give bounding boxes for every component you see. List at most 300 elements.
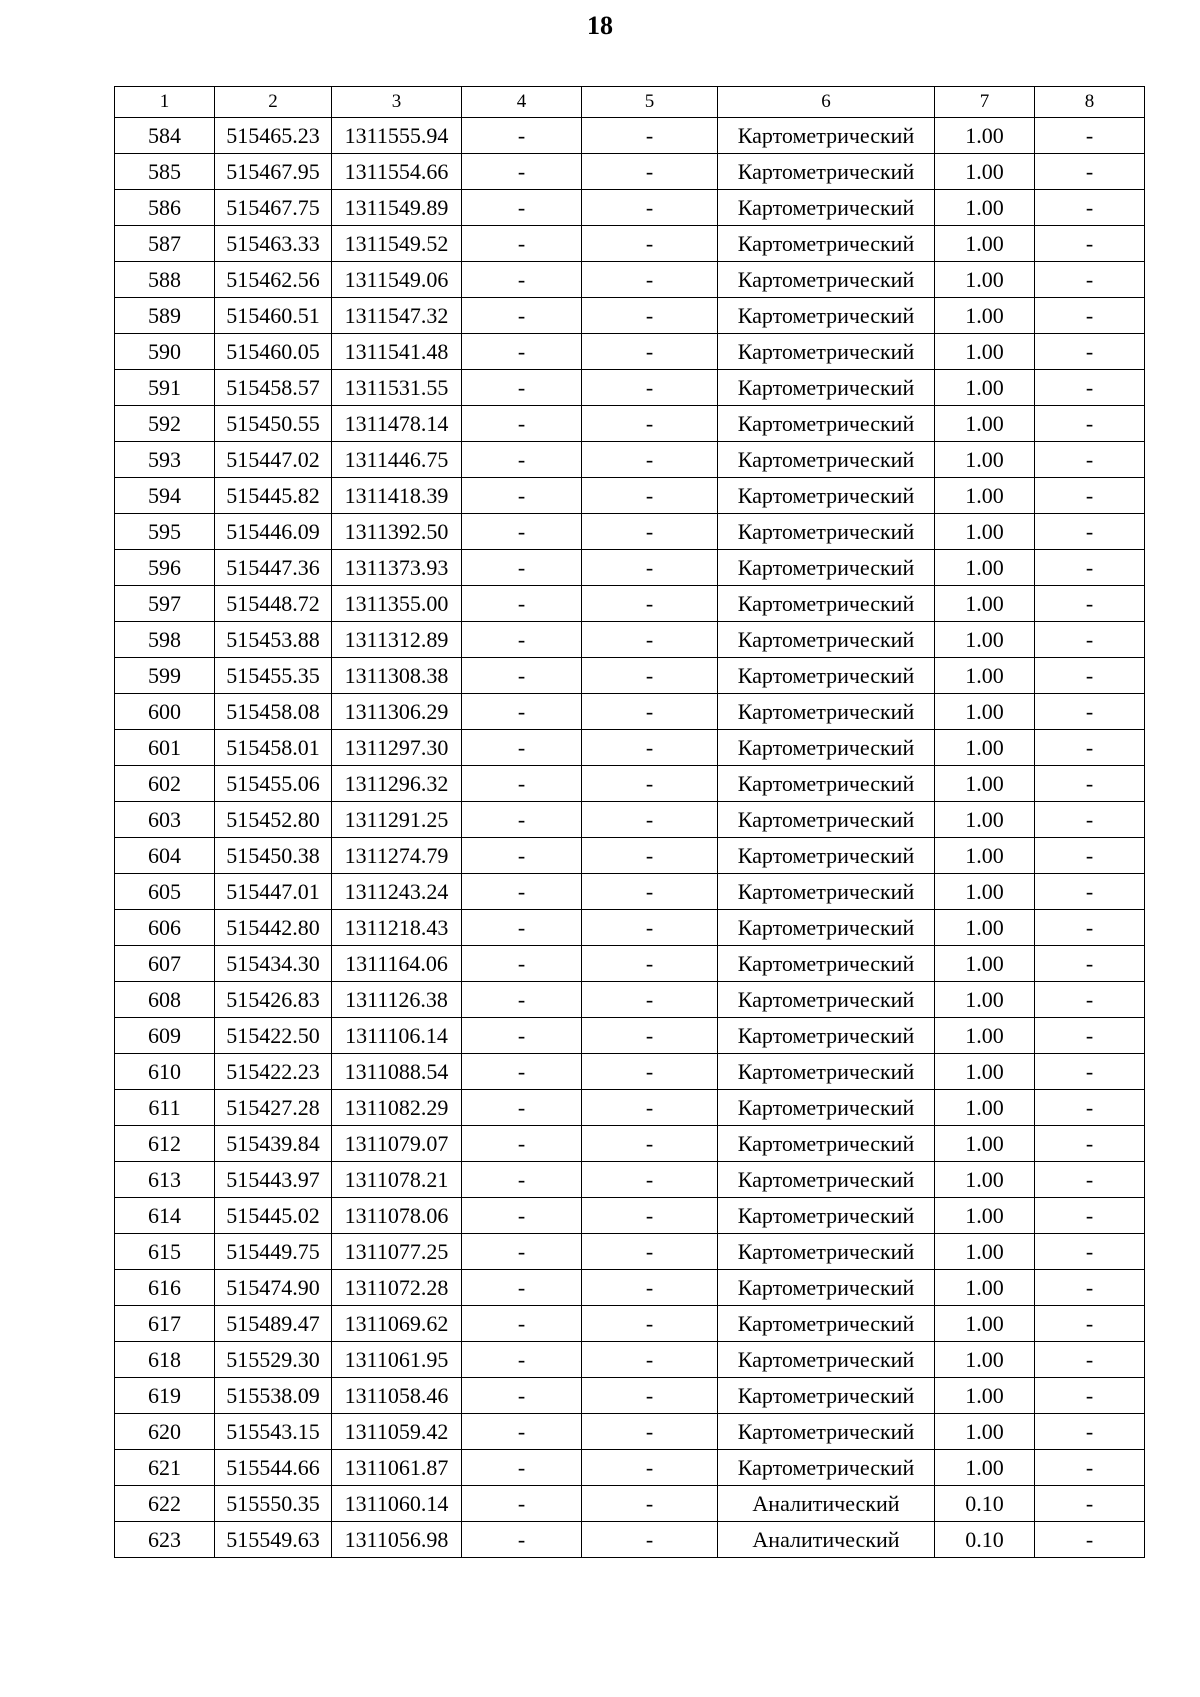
point-number-cell: 596	[115, 550, 215, 586]
point-number-cell: 595	[115, 514, 215, 550]
method-cell: Картометрический	[718, 190, 935, 226]
column-header: 4	[462, 87, 582, 118]
column-4-cell: -	[462, 1378, 582, 1414]
point-number-cell: 620	[115, 1414, 215, 1450]
column-5-cell: -	[582, 1090, 718, 1126]
column-8-cell: -	[1035, 910, 1145, 946]
x-coordinate-cell: 515439.84	[215, 1126, 332, 1162]
column-5-cell: -	[582, 550, 718, 586]
accuracy-cell: 1.00	[935, 1306, 1035, 1342]
column-4-cell: -	[462, 838, 582, 874]
column-8-cell: -	[1035, 766, 1145, 802]
column-8-cell: -	[1035, 982, 1145, 1018]
column-8-cell: -	[1035, 262, 1145, 298]
column-5-cell: -	[582, 1162, 718, 1198]
method-cell: Картометрический	[718, 154, 935, 190]
point-number-cell: 621	[115, 1450, 215, 1486]
x-coordinate-cell: 515445.82	[215, 478, 332, 514]
point-number-cell: 585	[115, 154, 215, 190]
x-coordinate-cell: 515427.28	[215, 1090, 332, 1126]
y-coordinate-cell: 1311418.39	[332, 478, 462, 514]
method-cell: Картометрический	[718, 1342, 935, 1378]
method-cell: Картометрический	[718, 1090, 935, 1126]
table-row	[115, 550, 1145, 586]
point-number-cell: 603	[115, 802, 215, 838]
column-4-cell: -	[462, 1234, 582, 1270]
x-coordinate-cell: 515549.63	[215, 1522, 332, 1558]
accuracy-cell: 1.00	[935, 946, 1035, 982]
column-5-cell: -	[582, 1306, 718, 1342]
table-body	[115, 118, 1145, 1558]
method-cell: Картометрический	[718, 1270, 935, 1306]
y-coordinate-cell: 1311554.66	[332, 154, 462, 190]
column-4-cell: -	[462, 586, 582, 622]
accuracy-cell: 1.00	[935, 190, 1035, 226]
table-row	[115, 730, 1145, 766]
point-number-cell: 587	[115, 226, 215, 262]
column-5-cell: -	[582, 1198, 718, 1234]
column-8-cell: -	[1035, 1126, 1145, 1162]
column-5-cell: -	[582, 226, 718, 262]
column-8-cell: -	[1035, 298, 1145, 334]
column-4-cell: -	[462, 1126, 582, 1162]
accuracy-cell: 1.00	[935, 586, 1035, 622]
y-coordinate-cell: 1311355.00	[332, 586, 462, 622]
accuracy-cell: 1.00	[935, 1090, 1035, 1126]
y-coordinate-cell: 1311555.94	[332, 118, 462, 154]
point-number-cell: 622	[115, 1486, 215, 1522]
method-cell: Картометрический	[718, 586, 935, 622]
table-row	[115, 586, 1145, 622]
method-cell: Картометрический	[718, 730, 935, 766]
table-row	[115, 1126, 1145, 1162]
accuracy-cell: 1.00	[935, 766, 1035, 802]
y-coordinate-cell: 1311082.29	[332, 1090, 462, 1126]
table-row	[115, 838, 1145, 874]
table-row	[115, 118, 1145, 154]
y-coordinate-cell: 1311274.79	[332, 838, 462, 874]
y-coordinate-cell: 1311478.14	[332, 406, 462, 442]
column-4-cell: -	[462, 658, 582, 694]
method-cell: Картометрический	[718, 406, 935, 442]
accuracy-cell: 1.00	[935, 1126, 1035, 1162]
method-cell: Картометрический	[718, 1234, 935, 1270]
method-cell: Картометрический	[718, 766, 935, 802]
point-number-cell: 614	[115, 1198, 215, 1234]
column-5-cell: -	[582, 982, 718, 1018]
method-cell: Картометрический	[718, 262, 935, 298]
table-row	[115, 1342, 1145, 1378]
accuracy-cell: 1.00	[935, 838, 1035, 874]
column-8-cell: -	[1035, 1486, 1145, 1522]
column-5-cell: -	[582, 442, 718, 478]
y-coordinate-cell: 1311296.32	[332, 766, 462, 802]
y-coordinate-cell: 1311308.38	[332, 658, 462, 694]
table-row	[115, 262, 1145, 298]
method-cell: Картометрический	[718, 1162, 935, 1198]
y-coordinate-cell: 1311531.55	[332, 370, 462, 406]
column-8-cell: -	[1035, 658, 1145, 694]
x-coordinate-cell: 515452.80	[215, 802, 332, 838]
y-coordinate-cell: 1311392.50	[332, 514, 462, 550]
table-row	[115, 694, 1145, 730]
table-row	[115, 442, 1145, 478]
column-4-cell: -	[462, 370, 582, 406]
column-8-cell: -	[1035, 118, 1145, 154]
column-8-cell: -	[1035, 694, 1145, 730]
column-8-cell: -	[1035, 622, 1145, 658]
point-number-cell: 623	[115, 1522, 215, 1558]
column-4-cell: -	[462, 406, 582, 442]
column-5-cell: -	[582, 1378, 718, 1414]
column-4-cell: -	[462, 730, 582, 766]
column-4-cell: -	[462, 1162, 582, 1198]
point-number-cell: 619	[115, 1378, 215, 1414]
column-4-cell: -	[462, 946, 582, 982]
column-5-cell: -	[582, 370, 718, 406]
point-number-cell: 611	[115, 1090, 215, 1126]
accuracy-cell: 1.00	[935, 910, 1035, 946]
column-4-cell: -	[462, 910, 582, 946]
point-number-cell: 612	[115, 1126, 215, 1162]
accuracy-cell: 1.00	[935, 1162, 1035, 1198]
method-cell: Картометрический	[718, 226, 935, 262]
y-coordinate-cell: 1311541.48	[332, 334, 462, 370]
table-row	[115, 298, 1145, 334]
y-coordinate-cell: 1311056.98	[332, 1522, 462, 1558]
column-header: 6	[718, 87, 935, 118]
column-4-cell: -	[462, 1342, 582, 1378]
column-4-cell: -	[462, 982, 582, 1018]
accuracy-cell: 1.00	[935, 1342, 1035, 1378]
table-row	[115, 190, 1145, 226]
x-coordinate-cell: 515455.06	[215, 766, 332, 802]
method-cell: Картометрический	[718, 1018, 935, 1054]
x-coordinate-cell: 515460.05	[215, 334, 332, 370]
column-5-cell: -	[582, 190, 718, 226]
column-8-cell: -	[1035, 1414, 1145, 1450]
column-8-cell: -	[1035, 226, 1145, 262]
accuracy-cell: 1.00	[935, 514, 1035, 550]
method-cell: Картометрический	[718, 1378, 935, 1414]
method-cell: Картометрический	[718, 514, 935, 550]
accuracy-cell: 1.00	[935, 442, 1035, 478]
point-number-cell: 609	[115, 1018, 215, 1054]
x-coordinate-cell: 515538.09	[215, 1378, 332, 1414]
column-5-cell: -	[582, 154, 718, 190]
x-coordinate-cell: 515447.02	[215, 442, 332, 478]
y-coordinate-cell: 1311312.89	[332, 622, 462, 658]
column-header: 2	[215, 87, 332, 118]
point-number-cell: 605	[115, 874, 215, 910]
table-row	[115, 1162, 1145, 1198]
point-number-cell: 597	[115, 586, 215, 622]
column-5-cell: -	[582, 910, 718, 946]
method-cell: Картометрический	[718, 1450, 935, 1486]
y-coordinate-cell: 1311069.62	[332, 1306, 462, 1342]
accuracy-cell: 1.00	[935, 730, 1035, 766]
table-row	[115, 1270, 1145, 1306]
column-5-cell: -	[582, 1486, 718, 1522]
table-row	[115, 370, 1145, 406]
column-4-cell: -	[462, 1450, 582, 1486]
method-cell: Аналитический	[718, 1486, 935, 1522]
x-coordinate-cell: 515450.55	[215, 406, 332, 442]
column-8-cell: -	[1035, 1270, 1145, 1306]
column-5-cell: -	[582, 118, 718, 154]
point-number-cell: 616	[115, 1270, 215, 1306]
column-5-cell: -	[582, 730, 718, 766]
column-5-cell: -	[582, 1522, 718, 1558]
method-cell: Картометрический	[718, 1198, 935, 1234]
y-coordinate-cell: 1311061.95	[332, 1342, 462, 1378]
accuracy-cell: 1.00	[935, 694, 1035, 730]
accuracy-cell: 1.00	[935, 226, 1035, 262]
column-5-cell: -	[582, 874, 718, 910]
accuracy-cell: 1.00	[935, 118, 1035, 154]
column-4-cell: -	[462, 766, 582, 802]
method-cell: Картометрический	[718, 1054, 935, 1090]
point-number-cell: 617	[115, 1306, 215, 1342]
point-number-cell: 613	[115, 1162, 215, 1198]
y-coordinate-cell: 1311078.06	[332, 1198, 462, 1234]
x-coordinate-cell: 515458.57	[215, 370, 332, 406]
column-4-cell: -	[462, 442, 582, 478]
x-coordinate-cell: 515422.23	[215, 1054, 332, 1090]
table-row	[115, 1090, 1145, 1126]
column-8-cell: -	[1035, 586, 1145, 622]
y-coordinate-cell: 1311549.89	[332, 190, 462, 226]
table-row	[115, 766, 1145, 802]
column-5-cell: -	[582, 334, 718, 370]
x-coordinate-cell: 515442.80	[215, 910, 332, 946]
column-5-cell: -	[582, 1054, 718, 1090]
accuracy-cell: 1.00	[935, 982, 1035, 1018]
method-cell: Картометрический	[718, 658, 935, 694]
accuracy-cell: 1.00	[935, 1378, 1035, 1414]
method-cell: Картометрический	[718, 1306, 935, 1342]
accuracy-cell: 1.00	[935, 406, 1035, 442]
column-header: 7	[935, 87, 1035, 118]
y-coordinate-cell: 1311547.32	[332, 298, 462, 334]
column-8-cell: -	[1035, 1054, 1145, 1090]
method-cell: Картометрический	[718, 334, 935, 370]
point-number-cell: 588	[115, 262, 215, 298]
accuracy-cell: 1.00	[935, 334, 1035, 370]
table-header	[115, 87, 1145, 118]
accuracy-cell: 1.00	[935, 802, 1035, 838]
method-cell: Картометрический	[718, 298, 935, 334]
y-coordinate-cell: 1311072.28	[332, 1270, 462, 1306]
table-row	[115, 802, 1145, 838]
table-row	[115, 1198, 1145, 1234]
x-coordinate-cell: 515449.75	[215, 1234, 332, 1270]
y-coordinate-cell: 1311059.42	[332, 1414, 462, 1450]
page-number: 18	[587, 11, 613, 40]
column-8-cell: -	[1035, 1162, 1145, 1198]
point-number-cell: 602	[115, 766, 215, 802]
y-coordinate-cell: 1311243.24	[332, 874, 462, 910]
table-row	[115, 982, 1145, 1018]
column-5-cell: -	[582, 946, 718, 982]
column-header: 8	[1035, 87, 1145, 118]
column-5-cell: -	[582, 1018, 718, 1054]
y-coordinate-cell: 1311078.21	[332, 1162, 462, 1198]
column-5-cell: -	[582, 262, 718, 298]
column-4-cell: -	[462, 1270, 582, 1306]
column-8-cell: -	[1035, 838, 1145, 874]
table-row	[115, 478, 1145, 514]
column-4-cell: -	[462, 1198, 582, 1234]
method-cell: Картометрический	[718, 478, 935, 514]
point-number-cell: 606	[115, 910, 215, 946]
accuracy-cell: 1.00	[935, 370, 1035, 406]
column-4-cell: -	[462, 874, 582, 910]
column-8-cell: -	[1035, 406, 1145, 442]
point-number-cell: 608	[115, 982, 215, 1018]
accuracy-cell: 1.00	[935, 1414, 1035, 1450]
column-5-cell: -	[582, 694, 718, 730]
column-8-cell: -	[1035, 1450, 1145, 1486]
method-cell: Картометрический	[718, 370, 935, 406]
column-8-cell: -	[1035, 442, 1145, 478]
accuracy-cell: 1.00	[935, 658, 1035, 694]
x-coordinate-cell: 515550.35	[215, 1486, 332, 1522]
y-coordinate-cell: 1311373.93	[332, 550, 462, 586]
column-4-cell: -	[462, 1522, 582, 1558]
column-8-cell: -	[1035, 154, 1145, 190]
column-8-cell: -	[1035, 874, 1145, 910]
table-row	[115, 1522, 1145, 1558]
accuracy-cell: 1.00	[935, 550, 1035, 586]
table-row	[115, 154, 1145, 190]
column-4-cell: -	[462, 334, 582, 370]
point-number-cell: 593	[115, 442, 215, 478]
method-cell: Картометрический	[718, 802, 935, 838]
column-5-cell: -	[582, 658, 718, 694]
table-row	[115, 226, 1145, 262]
x-coordinate-cell: 515453.88	[215, 622, 332, 658]
point-number-cell: 610	[115, 1054, 215, 1090]
column-8-cell: -	[1035, 1018, 1145, 1054]
x-coordinate-cell: 515446.09	[215, 514, 332, 550]
point-number-cell: 599	[115, 658, 215, 694]
point-number-cell: 600	[115, 694, 215, 730]
method-cell: Картометрический	[718, 982, 935, 1018]
x-coordinate-cell: 515462.56	[215, 262, 332, 298]
y-coordinate-cell: 1311164.06	[332, 946, 462, 982]
table-row	[115, 1054, 1145, 1090]
accuracy-cell: 1.00	[935, 298, 1035, 334]
column-4-cell: -	[462, 118, 582, 154]
x-coordinate-cell: 515467.95	[215, 154, 332, 190]
method-cell: Картометрический	[718, 1414, 935, 1450]
table-row	[115, 874, 1145, 910]
x-coordinate-cell: 515447.36	[215, 550, 332, 586]
x-coordinate-cell: 515458.01	[215, 730, 332, 766]
y-coordinate-cell: 1311126.38	[332, 982, 462, 1018]
table-row	[115, 910, 1145, 946]
column-4-cell: -	[462, 226, 582, 262]
x-coordinate-cell: 515455.35	[215, 658, 332, 694]
column-5-cell: -	[582, 1342, 718, 1378]
accuracy-cell: 1.00	[935, 622, 1035, 658]
y-coordinate-cell: 1311297.30	[332, 730, 462, 766]
coordinates-table	[114, 86, 1145, 1558]
accuracy-cell: 1.00	[935, 1450, 1035, 1486]
x-coordinate-cell: 515465.23	[215, 118, 332, 154]
column-4-cell: -	[462, 190, 582, 226]
point-number-cell: 601	[115, 730, 215, 766]
table-row	[115, 406, 1145, 442]
point-number-cell: 607	[115, 946, 215, 982]
y-coordinate-cell: 1311291.25	[332, 802, 462, 838]
accuracy-cell: 1.00	[935, 1018, 1035, 1054]
method-cell: Картометрический	[718, 910, 935, 946]
x-coordinate-cell: 515467.75	[215, 190, 332, 226]
column-5-cell: -	[582, 514, 718, 550]
method-cell: Картометрический	[718, 694, 935, 730]
y-coordinate-cell: 1311306.29	[332, 694, 462, 730]
column-4-cell: -	[462, 1054, 582, 1090]
y-coordinate-cell: 1311077.25	[332, 1234, 462, 1270]
column-5-cell: -	[582, 1414, 718, 1450]
x-coordinate-cell: 515447.01	[215, 874, 332, 910]
accuracy-cell: 0.10	[935, 1486, 1035, 1522]
column-5-cell: -	[582, 1270, 718, 1306]
column-5-cell: -	[582, 1126, 718, 1162]
x-coordinate-cell: 515458.08	[215, 694, 332, 730]
accuracy-cell: 1.00	[935, 874, 1035, 910]
column-4-cell: -	[462, 694, 582, 730]
x-coordinate-cell: 515450.38	[215, 838, 332, 874]
column-8-cell: -	[1035, 190, 1145, 226]
method-cell: Картометрический	[718, 442, 935, 478]
x-coordinate-cell: 515529.30	[215, 1342, 332, 1378]
accuracy-cell: 1.00	[935, 154, 1035, 190]
x-coordinate-cell: 515474.90	[215, 1270, 332, 1306]
x-coordinate-cell: 515426.83	[215, 982, 332, 1018]
y-coordinate-cell: 1311218.43	[332, 910, 462, 946]
point-number-cell: 591	[115, 370, 215, 406]
column-4-cell: -	[462, 298, 582, 334]
x-coordinate-cell: 515543.15	[215, 1414, 332, 1450]
column-8-cell: -	[1035, 730, 1145, 766]
method-cell: Картометрический	[718, 874, 935, 910]
method-cell: Картометрический	[718, 622, 935, 658]
point-number-cell: 592	[115, 406, 215, 442]
point-number-cell: 615	[115, 1234, 215, 1270]
point-number-cell: 618	[115, 1342, 215, 1378]
column-5-cell: -	[582, 1234, 718, 1270]
y-coordinate-cell: 1311549.06	[332, 262, 462, 298]
x-coordinate-cell: 515489.47	[215, 1306, 332, 1342]
column-4-cell: -	[462, 154, 582, 190]
column-5-cell: -	[582, 1450, 718, 1486]
table-row	[115, 334, 1145, 370]
point-number-cell: 589	[115, 298, 215, 334]
column-5-cell: -	[582, 586, 718, 622]
table-row	[115, 514, 1145, 550]
y-coordinate-cell: 1311061.87	[332, 1450, 462, 1486]
column-4-cell: -	[462, 802, 582, 838]
table-row	[115, 1486, 1145, 1522]
column-header: 3	[332, 87, 462, 118]
accuracy-cell: 1.00	[935, 1234, 1035, 1270]
column-5-cell: -	[582, 406, 718, 442]
column-8-cell: -	[1035, 1522, 1145, 1558]
column-8-cell: -	[1035, 802, 1145, 838]
